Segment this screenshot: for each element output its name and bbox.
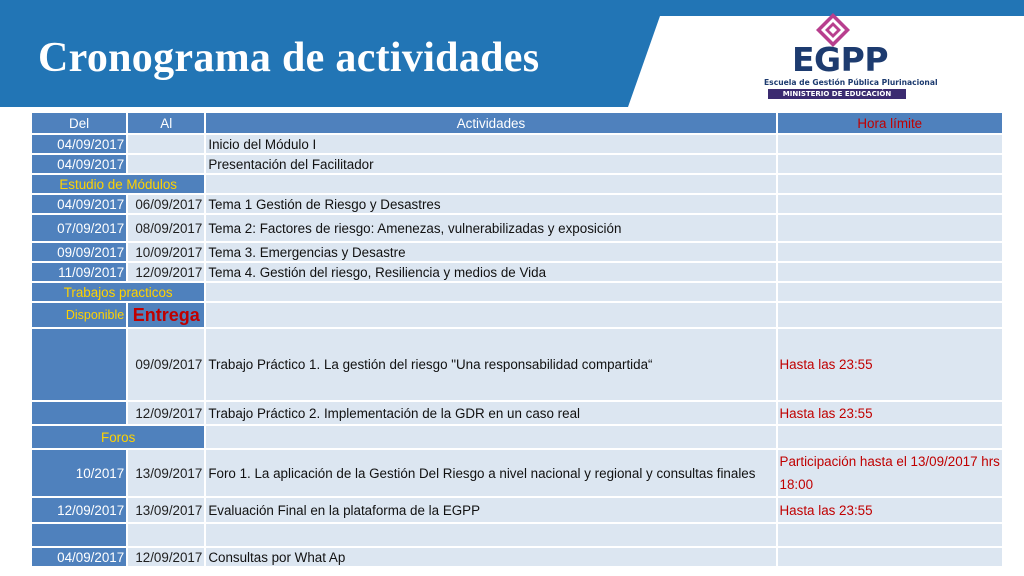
cell-activity: Trabajo Práctico 2. Implementación de la GDR en un caso real	[206, 402, 775, 424]
cell-hora	[778, 548, 1002, 566]
cell-del	[32, 402, 126, 424]
table-row	[32, 135, 1002, 153]
cell-al	[128, 155, 204, 173]
cell-activity: Tema 3. Emergencias y Desastre	[206, 243, 775, 261]
cell-del: 04/09/2017	[32, 548, 126, 566]
cell-al: 13/09/2017	[128, 498, 204, 522]
cell-al: 10/09/2017	[128, 243, 204, 261]
cell-activity	[206, 524, 775, 546]
cell-del: 09/09/2017	[32, 243, 126, 261]
cell-del	[32, 524, 126, 546]
cell-al: 12/09/2017	[128, 263, 204, 281]
header-hora-limite: Hora límite	[778, 113, 1002, 133]
cell-activity	[206, 283, 775, 301]
cell-hora	[778, 195, 1002, 213]
egpp-logo	[760, 12, 938, 104]
cell-del: 12/09/2017	[32, 498, 126, 522]
cell-hora	[778, 135, 1002, 153]
table-row	[32, 195, 1002, 213]
cell-del: 11/09/2017	[32, 263, 126, 281]
cell-activity: Evaluación Final en la plataforma de la EGPP	[206, 498, 775, 522]
table-row	[32, 498, 1002, 522]
cell-hora	[778, 426, 1002, 448]
cell-activity: Foro 1. La aplicación de la Gestión Del Riesgo a nivel nacional y regional y consultas finales	[206, 450, 775, 496]
cell-hora	[778, 215, 1002, 241]
cell-activity: Tema 4. Gestión del riesgo, Resiliencia y medios de Vida	[206, 263, 775, 281]
cell-hora: Participación hasta el 13/09/2017 hrs 18:00	[778, 450, 1002, 496]
cell-activity	[206, 303, 775, 327]
table-row	[32, 402, 1002, 424]
cell-al: 09/09/2017	[128, 329, 204, 400]
cell-activity	[206, 175, 775, 193]
cell-al: 08/09/2017	[128, 215, 204, 241]
cell-del: 07/09/2017	[32, 215, 126, 241]
header-actividades: Actividades	[206, 113, 775, 133]
table-row	[32, 155, 1002, 173]
schedule-table	[30, 111, 1004, 568]
cell-hora: Hasta las 23:55	[778, 402, 1002, 424]
header-al: Al	[128, 113, 204, 133]
page-title: Cronograma de actividades	[38, 35, 540, 81]
cell-hora: Hasta las 23:55	[778, 498, 1002, 522]
cell-del: 10/2017	[32, 450, 126, 496]
header-del: Del	[32, 113, 126, 133]
cell-hora	[778, 524, 1002, 546]
cell-activity: Consultas por What Ap	[206, 548, 775, 566]
cell-hora	[778, 283, 1002, 301]
cell-al: 12/09/2017	[128, 548, 204, 566]
subheader-row	[32, 303, 1002, 327]
cell-disponible: Disponible	[32, 303, 126, 327]
cell-al: 13/09/2017	[128, 450, 204, 496]
section-label: Foros	[32, 426, 204, 448]
section-row-trabajos	[32, 283, 1002, 301]
cell-activity: Presentación del Facilitador	[206, 155, 775, 173]
cell-al	[128, 524, 204, 546]
cell-activity	[206, 426, 775, 448]
cell-activity: Tema 2: Factores de riesgo: Amenezas, vulnerabilizadas y exposición	[206, 215, 775, 241]
table-row	[32, 263, 1002, 281]
cell-del: 04/09/2017	[32, 135, 126, 153]
table-row	[32, 524, 1002, 546]
section-row-foros	[32, 426, 1002, 448]
cell-hora	[778, 263, 1002, 281]
table-row	[32, 215, 1002, 241]
cell-al	[128, 135, 204, 153]
cell-hora: Hasta las 23:55	[778, 329, 1002, 400]
table-header-row	[32, 113, 1002, 133]
section-label: Trabajos practicos	[32, 283, 204, 301]
cell-hora	[778, 175, 1002, 193]
cell-hora	[778, 155, 1002, 173]
cell-del: 04/09/2017	[32, 155, 126, 173]
section-row-estudio	[32, 175, 1002, 193]
table-row	[32, 243, 1002, 261]
cell-activity: Trabajo Práctico 1. La gestión del riesgo "Una responsabilidad compartida“	[206, 329, 775, 400]
cell-al: 12/09/2017	[128, 402, 204, 424]
cell-hora	[778, 303, 1002, 327]
cell-del: 04/09/2017	[32, 195, 126, 213]
cell-al: 06/09/2017	[128, 195, 204, 213]
logo-subtitle: Escuela de Gestión Pública Plurinacional	[764, 78, 938, 87]
cell-del	[32, 329, 126, 400]
cell-activity: Tema 1 Gestión de Riesgo y Desastres	[206, 195, 775, 213]
cell-hora	[778, 243, 1002, 261]
logo-wordmark: EGPP	[792, 40, 889, 79]
cell-activity: Inicio del Módulo I	[206, 135, 775, 153]
table-row	[32, 450, 1002, 496]
logo-ministry: MINISTERIO DE EDUCACIÓN	[768, 89, 906, 99]
cell-entrega: Entrega	[128, 303, 204, 327]
section-label: Estudio de Módulos	[32, 175, 204, 193]
table-row	[32, 548, 1002, 566]
table-row	[32, 329, 1002, 400]
